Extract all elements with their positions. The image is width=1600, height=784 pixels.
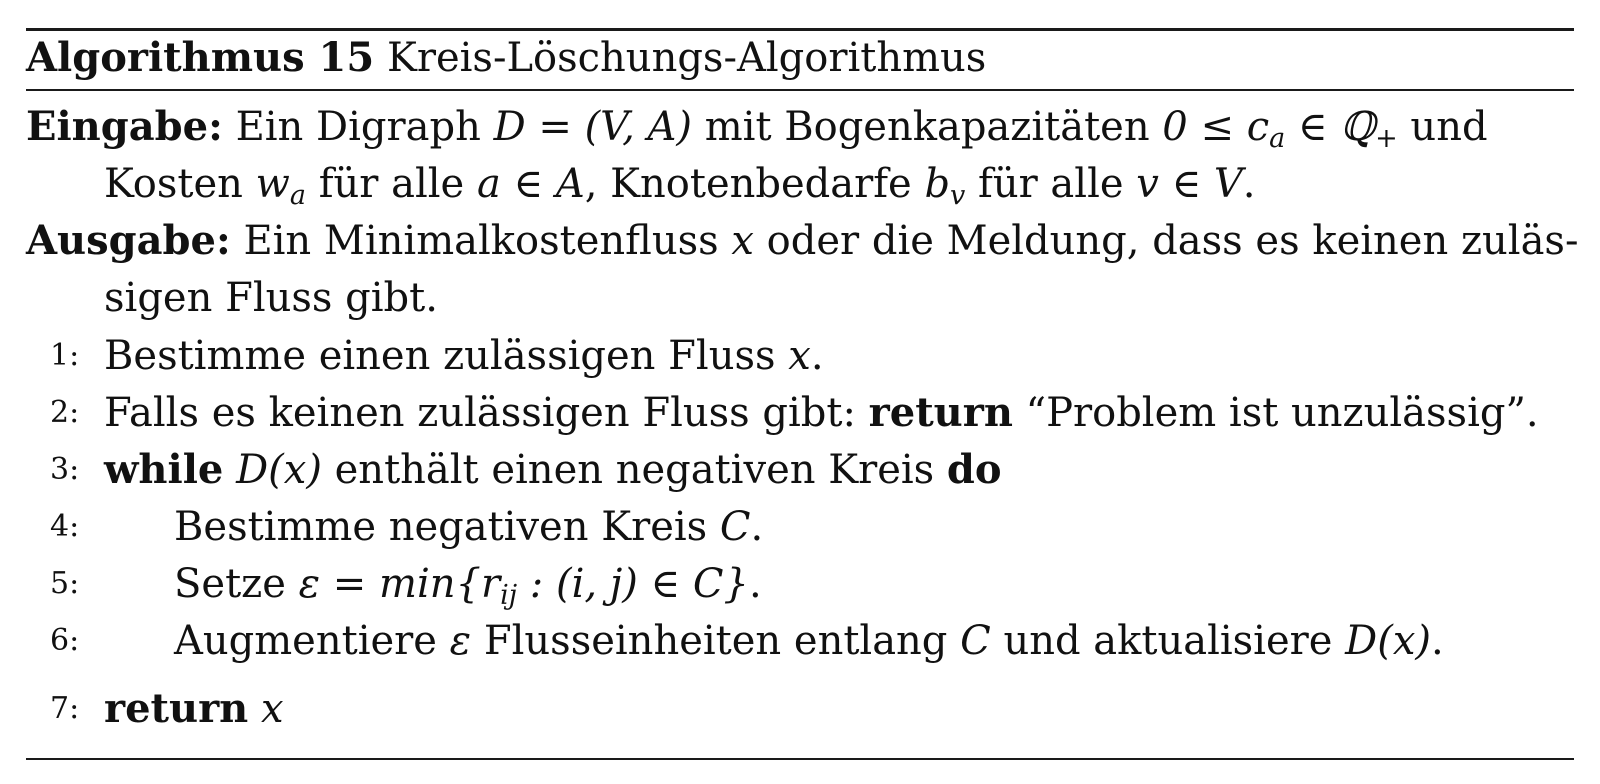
step-7 [104,686,284,732]
caption-rule [26,89,1574,91]
step-text: . [1431,618,1444,664]
input-line-1 [26,103,1488,154]
math-epsilon: ε [449,618,472,664]
input-text: Kosten [104,161,256,207]
step-4 [174,504,763,550]
step-text: Augmentiere [174,618,450,664]
step-text: Setze [174,561,299,607]
math-flow: x [260,686,284,732]
step-number: 3: [50,452,80,487]
math-digraph: D = (V, A) [493,104,692,150]
math-subscript: a [1269,123,1286,154]
step-1 [104,333,824,379]
keyword-return: return [104,685,249,732]
step-text: und aktualisiere [990,618,1346,664]
math-residual-graph: D(x) [1345,618,1431,664]
output-line-1 [26,218,1578,264]
math-set: : (i, j) ∈ C} [517,561,749,607]
step-text: enthält einen negativen Kreis [321,447,947,493]
output-text: oder die Meldung, dass es keinen zuläs- [753,218,1579,264]
math-cycle: C [960,618,991,664]
step-text: Bestimme einen zulässigen Fluss [104,333,789,379]
math-cost: w [255,161,290,207]
input-text: , Knotenbedarfe [584,161,925,207]
input-keyword: Eingabe: [26,103,223,150]
input-text: für alle [965,161,1137,207]
input-text: und [1397,104,1488,150]
step-text: Bestimme negativen Kreis [174,504,720,550]
keyword-return: return [868,389,1013,436]
math-epsilon-min: ε = min{r [298,561,501,607]
step-text: . [810,333,824,379]
keyword-while: while [104,446,224,493]
math-cycle: C [719,504,751,550]
math-subscript: ij [500,580,518,611]
math-subscript: v [950,180,966,211]
math-residual-graph: D(x) [236,447,322,493]
step-number: 5: [50,566,80,601]
bottom-rule [26,758,1574,760]
math-capacity: 0 ≤ c [1162,104,1270,150]
math-flow: x [788,333,811,379]
step-5 [174,561,762,611]
math-subscript: a [289,180,306,211]
step-text: “Problem ist unzulässig”. [1012,390,1539,436]
step-number: 4: [50,509,80,544]
math-rationals: ∈ ℚ [1285,104,1376,150]
math-flow: x [731,218,754,264]
math-demand: b [924,161,951,207]
step-number: 1: [50,338,80,373]
algorithm-caption [26,35,986,81]
step-3 [104,447,1002,493]
step-6 [174,618,1444,664]
step-text: Falls es keinen zulässigen Fluss gibt: [104,390,869,436]
math-node: v ∈ V [1136,161,1243,207]
top-rule [26,28,1574,31]
output-text: Ein Minimalkostenfluss [243,218,732,264]
step-number: 7: [50,691,80,726]
step-text: . [748,561,762,607]
step-number: 2: [50,395,80,430]
input-text: mit Bogenkapazitäten [692,104,1163,150]
input-text: Ein Digraph [235,104,494,150]
input-line-2 [104,161,1256,211]
caption-label: Algorithmus 15 [26,34,375,81]
output-line-2: sigen Fluss gibt. [104,275,438,321]
caption-title: Kreis-Löschungs-Algorithmus [386,35,987,81]
step-2 [104,390,1539,436]
step-text: . [750,504,764,550]
input-text: für alle [306,161,477,207]
step-text: Flusseinheiten entlang [471,618,961,664]
math-subscript: + [1375,123,1398,154]
output-keyword: Ausgabe: [26,217,231,264]
keyword-do: do [946,446,1002,493]
step-number: 6: [50,623,80,658]
math-arc: a ∈ A [476,161,585,207]
input-text: . [1242,161,1256,207]
